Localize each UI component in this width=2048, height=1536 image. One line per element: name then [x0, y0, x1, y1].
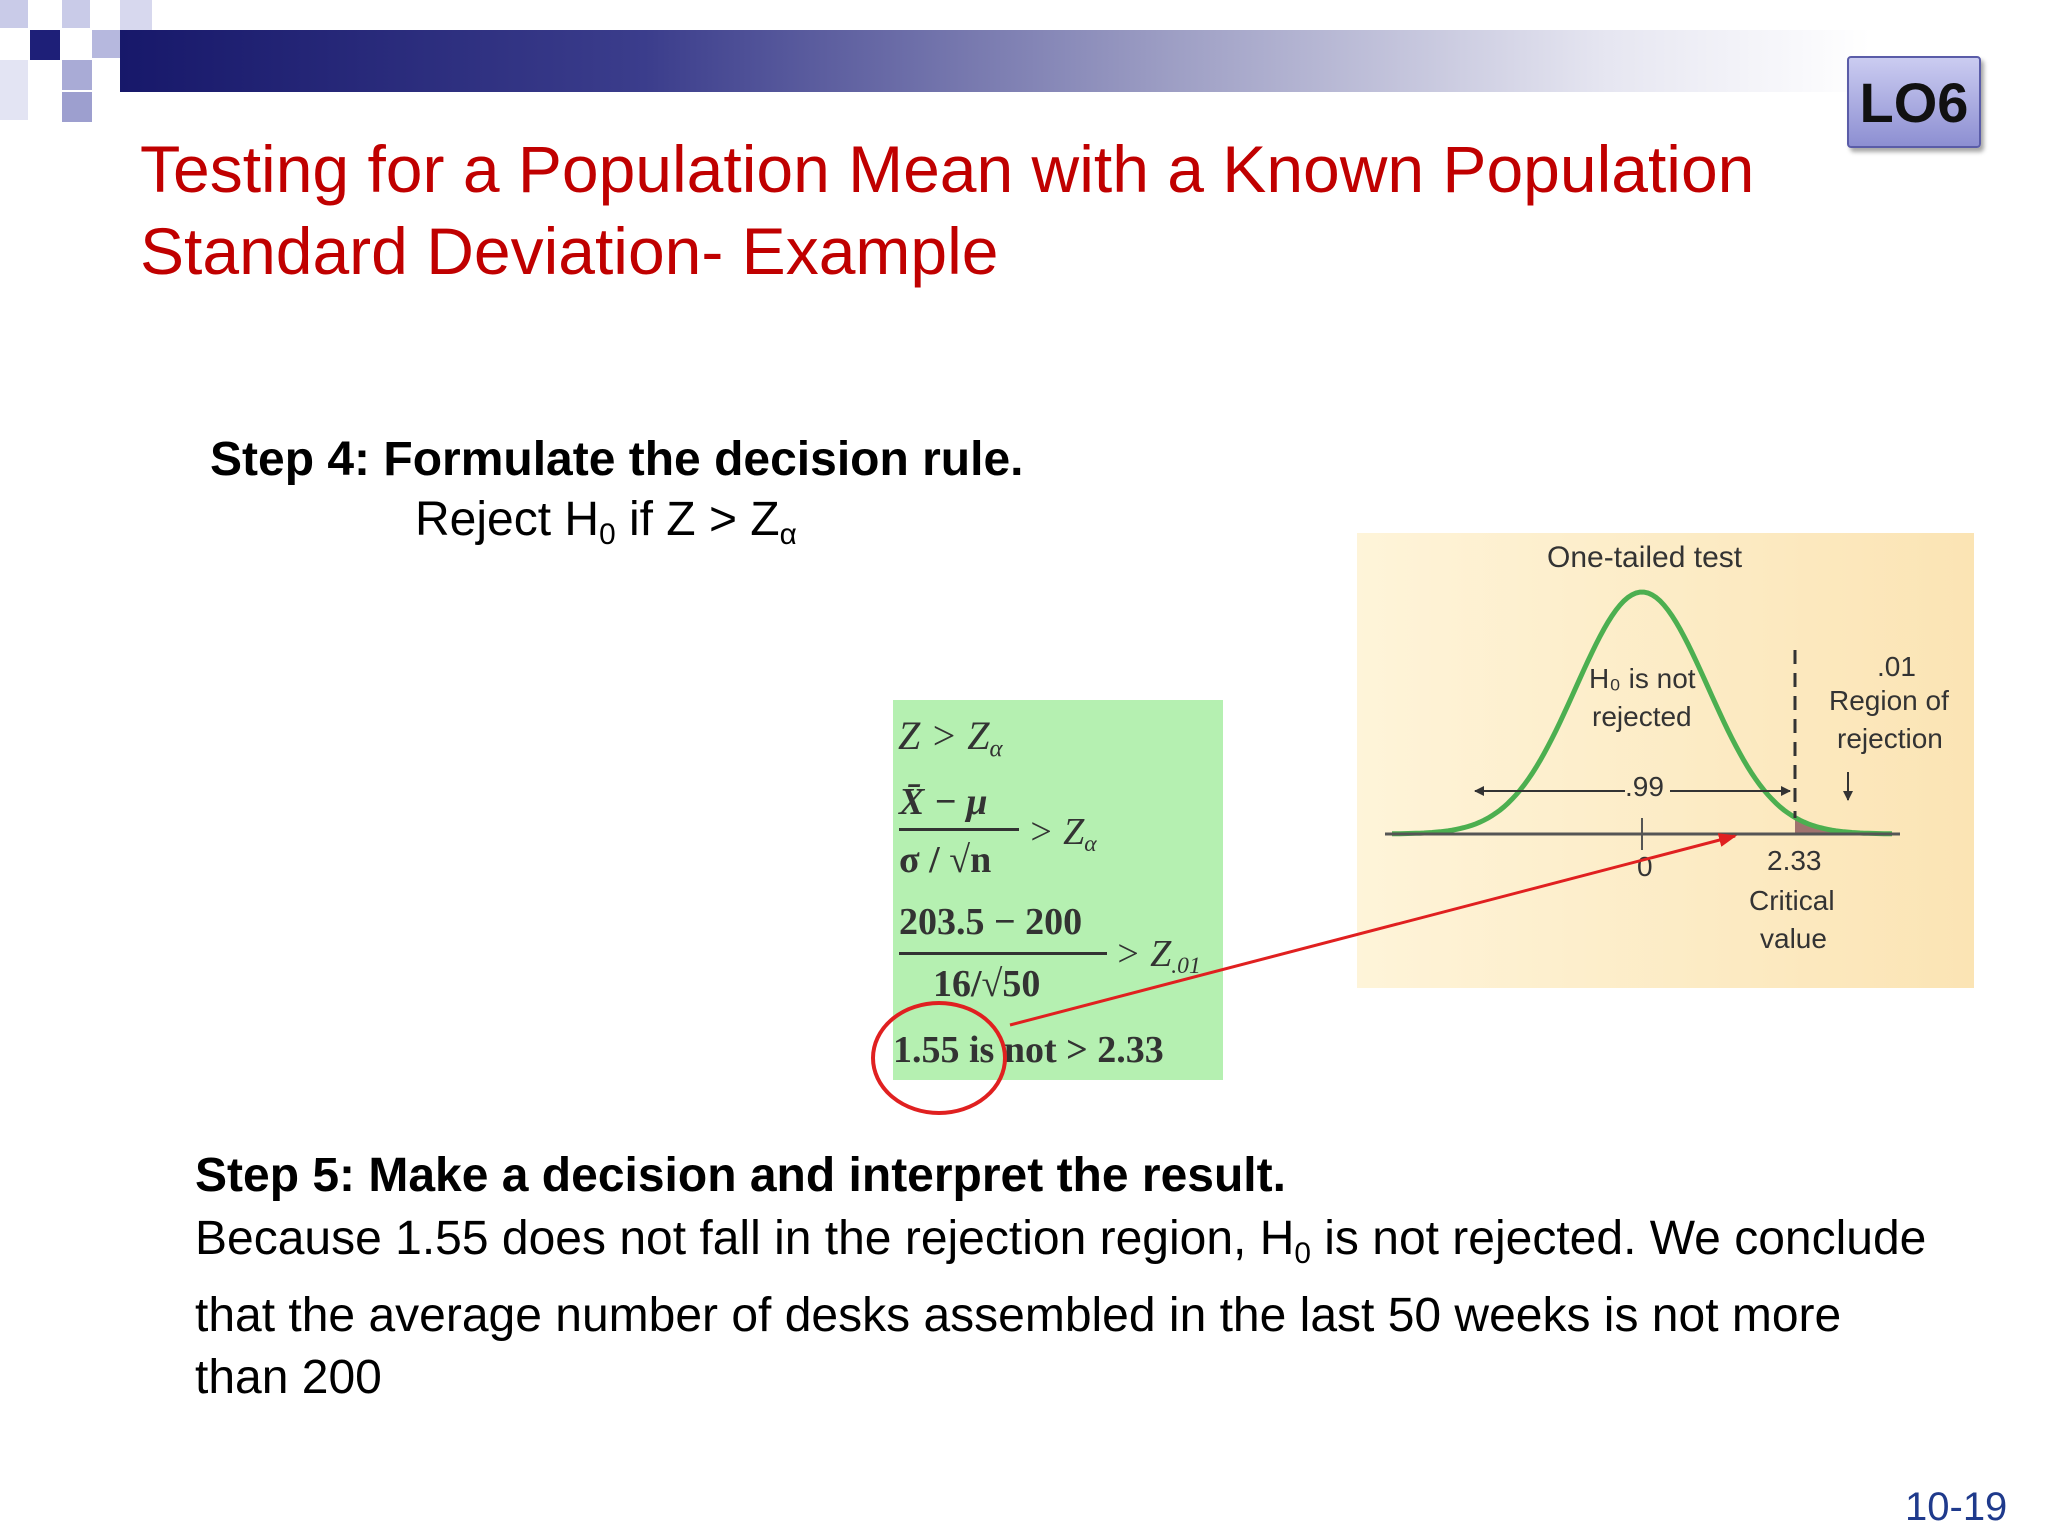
formula-text: > Z [1115, 933, 1172, 975]
region-label-line2: rejection [1837, 723, 1943, 754]
normal-curve [1392, 592, 1892, 834]
alpha-label: .01 [1877, 651, 1916, 682]
result-line: 1.55 is not > 2.33 [893, 1029, 1164, 1071]
interval-label: .99 [1625, 771, 1664, 802]
fraction-1-numerator: X̄ − μ [899, 781, 988, 823]
critical-value-label: 2.33 [1767, 845, 1822, 876]
critical-label-line2: value [1760, 923, 1827, 954]
step5-heading: Step 5: Make a decision and interpret the result. [195, 1149, 1286, 1202]
conclusion-text: Because 1.55 does not fall in the rejection region, H [195, 1212, 1295, 1265]
formula-subscript: .01 [1171, 953, 1201, 980]
rule-alpha-subscript: α [779, 517, 797, 551]
step4-heading: Step 4: Formulate the decision rule. [210, 433, 1024, 486]
fraction-2-numerator: 203.5 − 200 [899, 901, 1083, 943]
slide-title: Testing for a Population Mean with a Known Population Standard Deviation- Example [140, 132, 1755, 288]
annotation-arrow [1010, 836, 1735, 1025]
h0-label-line2: rejected [1592, 701, 1692, 732]
rule-subscript: 0 [599, 517, 616, 551]
zero-tick-label: 0 [1637, 851, 1653, 882]
rule-text: if Z > Z [615, 493, 780, 546]
h0-label-line1: H₀ is not [1589, 663, 1696, 694]
fraction-1-denominator: σ / √n [899, 839, 992, 881]
formula-text: Z > Z [898, 713, 990, 758]
region-label-line1: Region of [1829, 685, 1949, 716]
page-number: 10-19 [1905, 1485, 2008, 1529]
conclusion-paragraph [195, 1208, 1935, 1409]
rule-text: Reject H [415, 493, 600, 546]
fraction-2-denominator: 16/√50 [933, 963, 1041, 1005]
formula-subscript: α [1084, 831, 1097, 858]
highlight-circle [873, 1003, 1005, 1113]
learning-objective-badge: LO6 [1847, 56, 1981, 148]
chart-title: One-tailed test [1547, 541, 1743, 574]
formula-subscript: α [989, 735, 1003, 763]
formula-text: > Z [1028, 811, 1085, 853]
conclusion-subscript: 0 [1294, 1236, 1311, 1270]
critical-label-line1: Critical [1749, 885, 1835, 916]
conclusion-text: is not rejected. We conclude that the average number of desks assembled in the last 50 weeks is not more than 200 [195, 1212, 1927, 1404]
